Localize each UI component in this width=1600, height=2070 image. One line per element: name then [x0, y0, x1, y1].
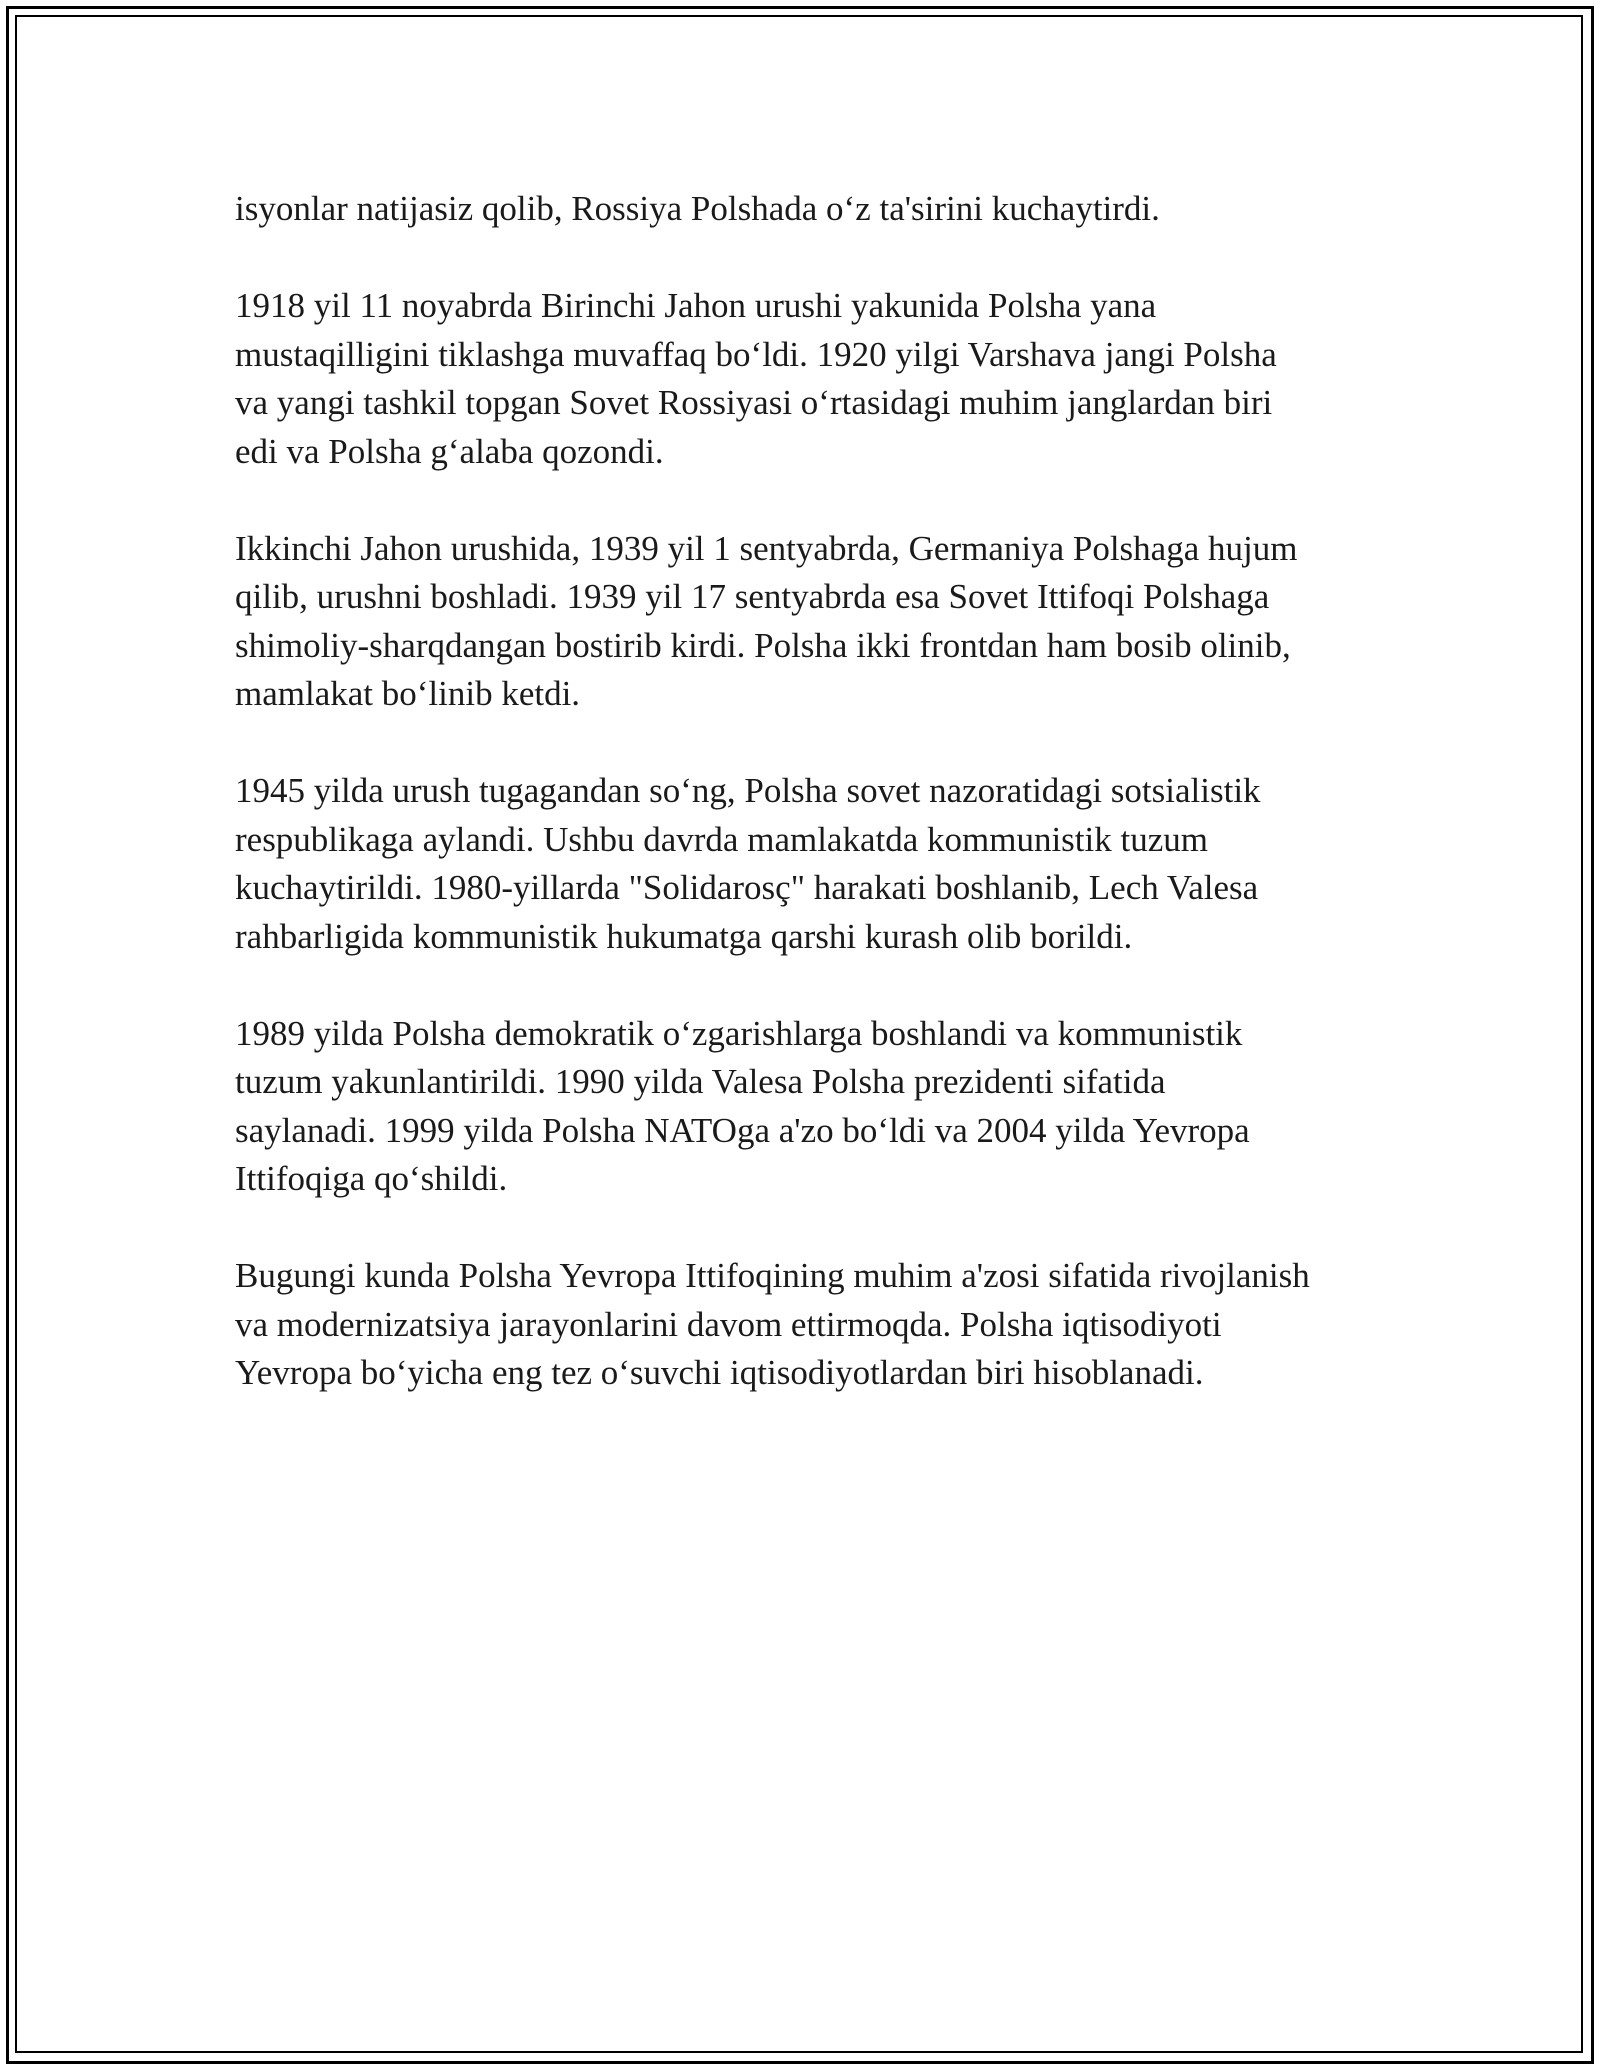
paragraph-4: 1945 yilda urush tugagandan so‘ng, Polsha sovet nazoratidagi sotsialistik respublikaga aylandi. Ushbu davrda mamlakatda kommunistik tuzum kuchaytirildi. 1980-yillarda "Solidarosç" harakati boshlanib, Lech Valesa rahbarligida kommunistik hukumatga qarshi kurash olib borildi. — [235, 771, 1261, 956]
paragraph-1: isyonlar natijasiz qolib, Rossiya Polshada o‘z ta'sirini kuchaytirdi. — [235, 189, 1160, 228]
paragraph-2: 1918 yil 11 noyabrda Birinchi Jahon urushi yakunida Polsha yana mustaqilligini tiklashga muvaffaq bo‘ldi. 1920 yilgi Varshava jangi Polsha va yangi tashkil topgan Sovet Rossiyasi o‘rtasidagi muhim janglardan biri edi va Polsha g‘alaba qozondi. — [235, 286, 1277, 471]
paragraph-3: Ikkinchi Jahon urushida, 1939 yil 1 sentyabrda, Germaniya Polshaga hujum qilib, urushni boshladi. 1939 yil 17 sentyabrda esa Sovet Ittifoqi Polshaga shimoliy-sharqdangan bostirib kirdi. Polsha ikki frontdan ham bosib olinib, mamlakat bo‘linib ketdi. — [235, 528, 1298, 713]
paragraph-6: Bugungi kunda Polsha Yevropa Ittifoqining muhim a'zosi sifatida rivojlanish va modernizatsiya jarayonlarini davom ettirmoqda. Polsha iqtisodiyoti Yevropa bo‘yicha eng tez o‘suvchi iqtisodiyotlardan biri hisoblanadi. — [235, 1256, 1310, 1392]
paragraph-5: 1989 yilda Polsha demokratik o‘zgarishlarga boshlandi va kommunistik tuzum yakunlantirildi. 1990 yilda Valesa Polsha prezidenti sifatida saylanadi. 1999 yilda Polsha NATOga a'zo bo‘ldi va 2004 yilda Yevropa Ittifoqiga qo‘shildi. — [235, 1013, 1250, 1198]
document-body — [235, 185, 1375, 1446]
